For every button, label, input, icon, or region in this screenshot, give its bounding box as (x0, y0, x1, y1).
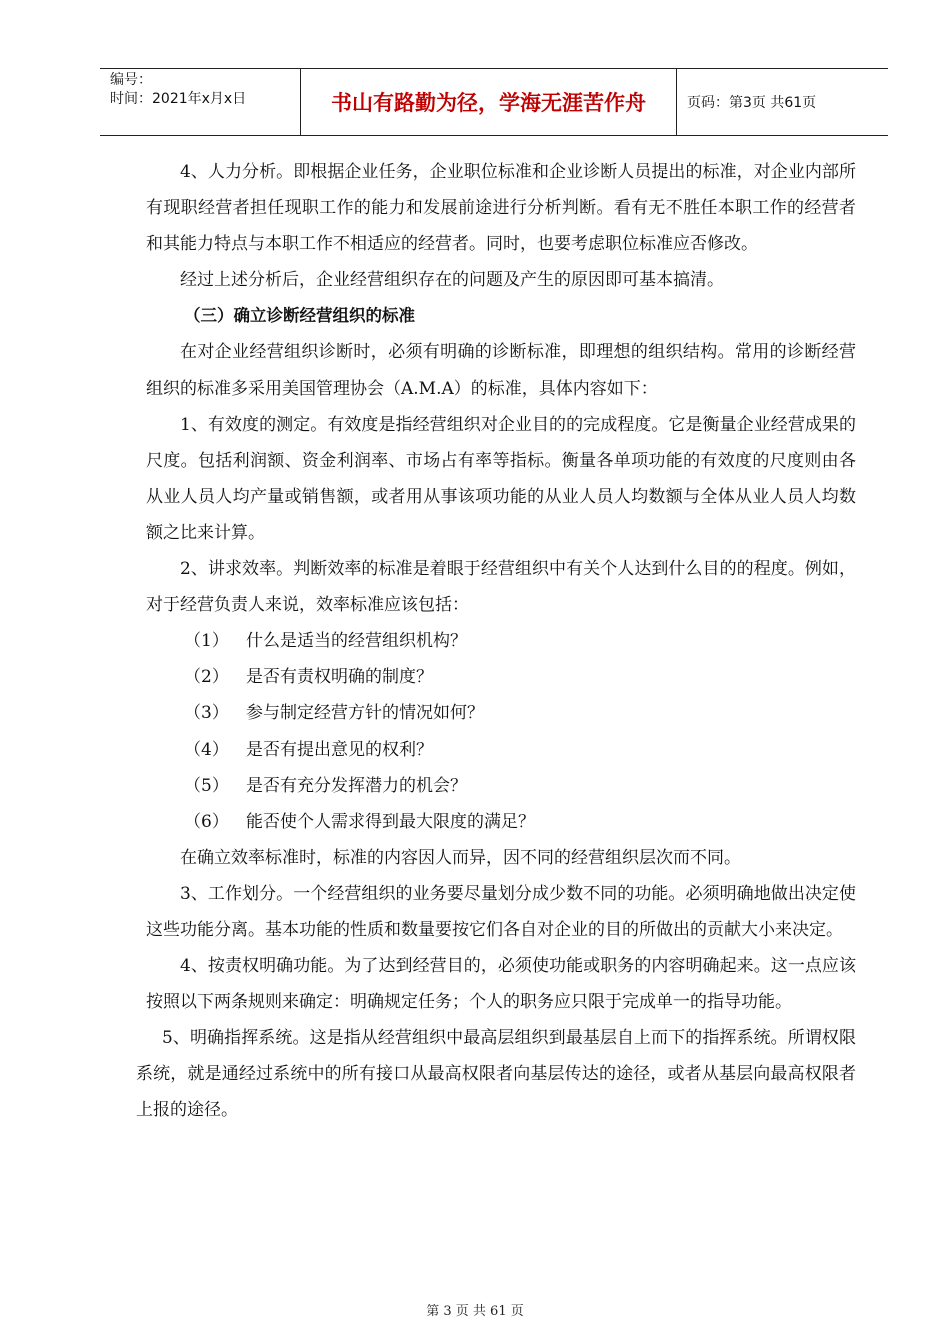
list-item-number: （4） (184, 739, 229, 760)
list-item-number: （1） (184, 631, 229, 652)
paragraph-command-system: 5、明确指挥系统。这是指从经营组织中最高层组织到最基层自上而下的指挥系统。所谓权限系统，就是通经过系统中的所有接口从最高权限者向基层传达的途径，或者从基层向最高权限者上报的途径。 (136, 1028, 856, 1121)
header-page-code: 页码：第3页 共61页 (687, 95, 817, 111)
paragraph-standard-intro: 在对企业经营组织诊断时，必须有明确的诊断标准，即理想的组织结构。常用的诊断经营组织的标准多采用美国管理协会（A.M.A）的标准，具体内容如下： (146, 342, 856, 399)
header-meta (100, 69, 301, 135)
page-footer: 第 3 页 共 61 页 (426, 1304, 524, 1319)
list-item-text: 什么是适当的经营组织机构？ (246, 631, 467, 652)
list-item (146, 623, 856, 659)
list-item-number: （5） (184, 775, 229, 796)
list-item (146, 804, 856, 840)
list-item (146, 732, 856, 768)
list-item-text: 是否有充分发挥潜力的机会？ (246, 775, 467, 796)
document-body (136, 154, 856, 1129)
list-item (146, 659, 856, 695)
list-item-text: 是否有责权明确的制度？ (246, 667, 433, 688)
paragraph-efficiency-note: 在确立效率标准时，标准的内容因人而异，因不同的经营组织层次而不同。 (180, 847, 741, 868)
number-label: 编号： (110, 72, 152, 88)
page-header (100, 68, 888, 136)
time-label: 时间：2021年x月x日 (110, 91, 247, 107)
paragraph-responsibility: 4、按责权明确功能。为了达到经营目的，必须使功能或职务的内容明确起来。这一点应该按照以下两条规则来确定：明确规定任务；个人的职务应只限于完成单一的指导功能。 (146, 956, 856, 1013)
list-item-number: （3） (184, 703, 229, 724)
section-heading: （三）确立诊断经营组织的标准 (184, 306, 415, 326)
list-item (146, 768, 856, 804)
list-item (146, 695, 856, 731)
list-item-number: （2） (184, 667, 229, 688)
list-item-text: 参与制定经营方针的情况如何？ (246, 703, 484, 724)
paragraph-efficiency: 2、讲求效率。判断效率的标准是着眼于经营组织中有关个人达到什么目的的程度。例如，对于经营负责人来说，效率标准应该包括： (146, 559, 856, 616)
paragraph-effectiveness: 1、有效度的测定。有效度是指经营组织对企业目的的完成程度。它是衡量企业经营成果的尺度。包括利润额、资金利润率、市场占有率等指标。衡量各单项功能的有效度的尺度则由各从业人员人均产量或销售额，或者用从事该项功能的从业人员人均数额与全体从业人员人均数额之比来计算。 (146, 414, 856, 543)
paragraph-work-division: 3、工作划分。一个经营组织的业务要尽量划分成少数不同的功能。必须明确地做出决定使这些功能分离。基本功能的性质和数量要按它们各自对企业的目的所做出的贡献大小来决定。 (146, 883, 856, 940)
paragraph-summary: 经过上述分析后，企业经营组织存在的问题及产生的原因即可基本搞清。 (180, 270, 724, 291)
list-item-text: 是否有提出意见的权利？ (246, 739, 433, 760)
paragraph-manpower-analysis: 4、人力分析。即根据企业任务，企业职位标准和企业诊断人员提出的标准，对企业内部所有现职经营者担任现职工作的能力和发展前途进行分析判断。看有无不胜任本职工作的经营者和其能力特点与本职工作不相适应的经营者。同时，也要考虑职位标准应否修改。 (146, 162, 856, 255)
list-item-number: （6） (184, 811, 229, 832)
list-item-text: 能否使个人需求得到最大限度的满足？ (246, 811, 535, 832)
header-motto: 书山有路勤为径，学海无涯苦作舟 (301, 69, 677, 135)
